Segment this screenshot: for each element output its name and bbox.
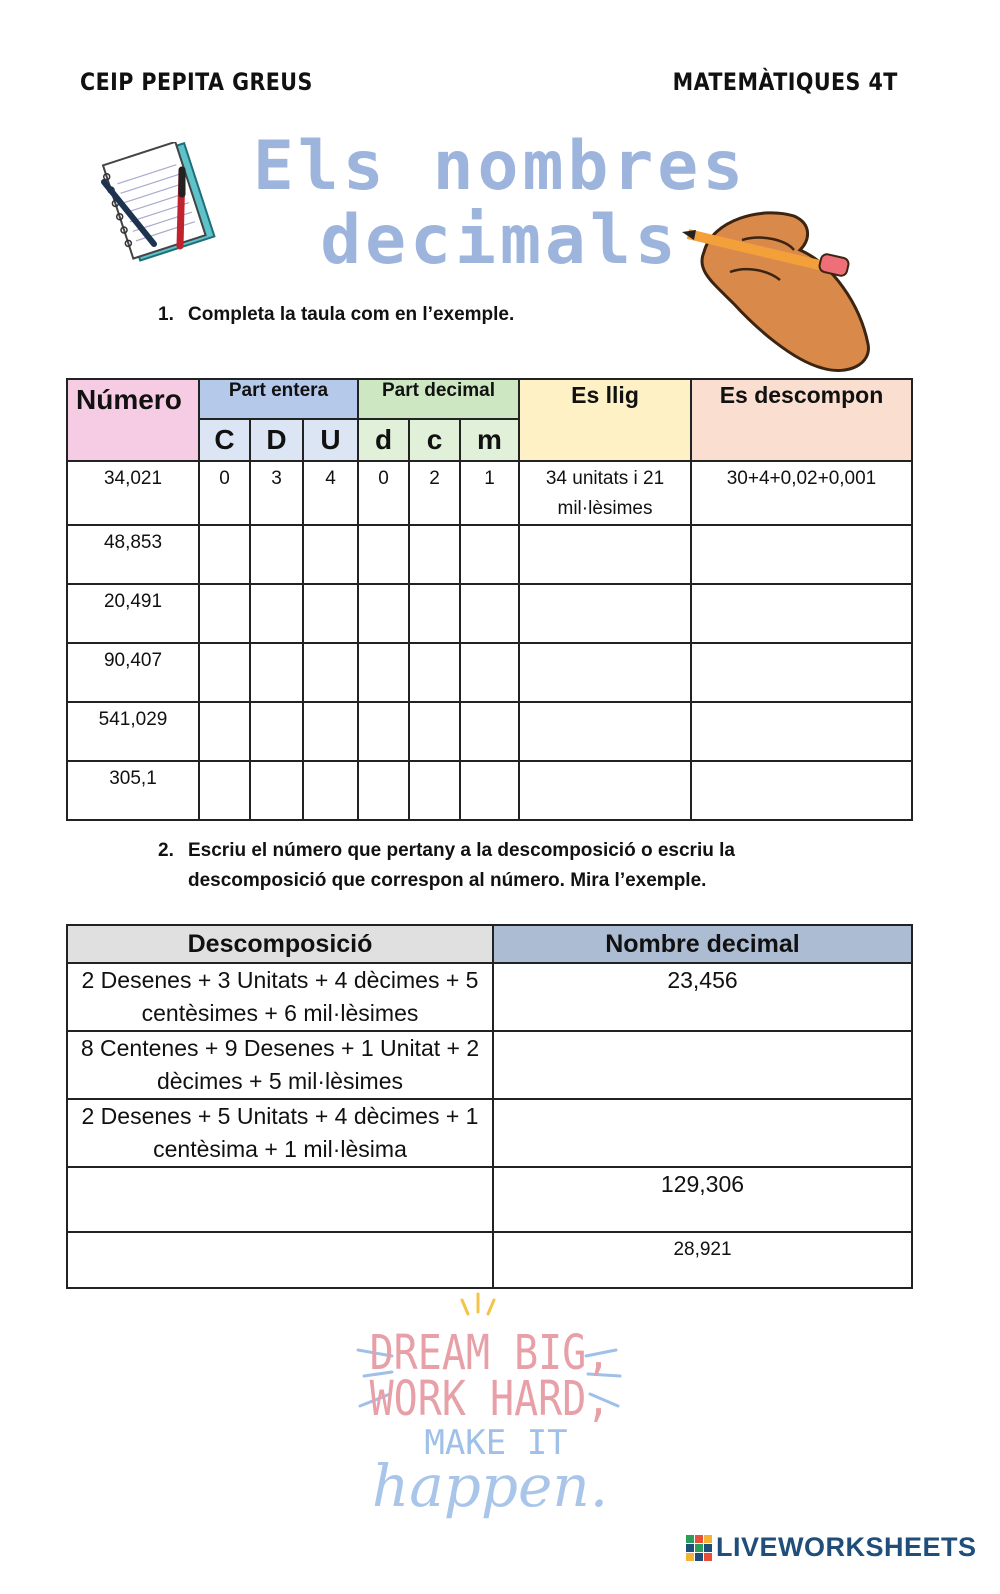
reading-cell[interactable]	[519, 584, 691, 643]
digit-cell[interactable]	[250, 643, 303, 702]
number-cell[interactable]: 28,921	[493, 1232, 912, 1288]
header-centesimes: c	[409, 419, 460, 461]
row-number: 90,407	[67, 643, 199, 702]
liveworksheets-logo[interactable]	[686, 1532, 977, 1563]
decomposition-cell[interactable]	[67, 1167, 493, 1232]
quote-line-2: WORK HARD,	[369, 1371, 611, 1427]
digit-cell[interactable]	[409, 584, 460, 643]
row-number: 20,491	[67, 584, 199, 643]
table-row	[67, 1099, 912, 1167]
motivational-quote	[350, 1290, 630, 1540]
digit-cell[interactable]	[303, 584, 358, 643]
decomposition-cell[interactable]	[691, 584, 912, 643]
exercise1-instruction: 1. Completa la taula com en l’exemple.	[158, 304, 515, 325]
header-unitats: U	[303, 419, 358, 461]
decomposition-cell[interactable]	[691, 761, 912, 820]
table-row	[67, 1232, 912, 1288]
digit-cell[interactable]	[199, 584, 250, 643]
header-centenes: C	[199, 419, 250, 461]
subject-name: MATEMÀTIQUES 4T	[672, 68, 898, 96]
table-row	[67, 761, 912, 820]
header-descomposicio: Descomposició	[67, 925, 493, 963]
digit-cell[interactable]: 3	[250, 461, 303, 525]
digit-cell[interactable]: 0	[358, 461, 409, 525]
header-decimes: d	[358, 419, 409, 461]
quote-line-4: happen.	[371, 1452, 609, 1520]
digit-cell[interactable]	[303, 702, 358, 761]
header-numero: Número	[67, 379, 199, 461]
reading-cell[interactable]	[519, 702, 691, 761]
digit-cell[interactable]: 2	[409, 461, 460, 525]
quote-line-3: MAKE IT	[424, 1423, 568, 1463]
digit-cell[interactable]	[199, 643, 250, 702]
reading-cell[interactable]	[519, 761, 691, 820]
digit-cell[interactable]	[250, 584, 303, 643]
header-part-decimal: Part decimal	[358, 379, 519, 419]
table-row	[67, 525, 912, 584]
decomposition-cell[interactable]: 2 Desenes + 5 Unitats + 4 dècimes + 1 centèsima + 1 mil·lèsima	[67, 1099, 493, 1167]
header-millesimes: m	[460, 419, 519, 461]
decomposition-cell[interactable]: 8 Centenes + 9 Desenes + 1 Unitat + 2 dècimes + 5 mil·lèsimes	[67, 1031, 493, 1099]
header-desenes: D	[250, 419, 303, 461]
table-row	[67, 963, 912, 1031]
digit-cell[interactable]	[409, 761, 460, 820]
header-es-descompon: Es descompon	[691, 379, 912, 461]
school-name: CEIP PEPITA GREUS	[80, 68, 313, 96]
decomposition-cell[interactable]	[67, 1232, 493, 1288]
decomposition-cell[interactable]	[691, 643, 912, 702]
digit-cell[interactable]	[199, 761, 250, 820]
digit-cell[interactable]	[250, 761, 303, 820]
liveworksheets-icon	[686, 1535, 712, 1561]
digit-cell[interactable]	[358, 761, 409, 820]
reading-cell[interactable]	[519, 525, 691, 584]
digit-cell[interactable]	[409, 643, 460, 702]
digit-cell[interactable]	[303, 643, 358, 702]
decomposition-cell[interactable]	[691, 702, 912, 761]
exercise2-instruction: 2. Escriu el número que pertany a la descomposició o escriu la descomposició que correspon al número. Mira l’exemple.	[158, 840, 735, 891]
number-cell[interactable]	[493, 1099, 912, 1167]
hand-pencil-icon	[682, 200, 882, 376]
digit-cell[interactable]	[250, 525, 303, 584]
digit-cell[interactable]	[199, 525, 250, 584]
row-number: 34,021	[67, 461, 199, 525]
table-row	[67, 1031, 912, 1099]
digit-cell[interactable]	[303, 525, 358, 584]
table-row	[67, 461, 912, 525]
digit-cell[interactable]: 4	[303, 461, 358, 525]
reading-cell[interactable]: 34 unitats i 21 mil·lèsimes	[519, 461, 691, 525]
page-title: Els nombres	[252, 127, 748, 206]
digit-cell[interactable]	[460, 643, 519, 702]
digit-cell[interactable]	[199, 702, 250, 761]
digit-cell[interactable]	[409, 702, 460, 761]
row-number: 541,029	[67, 702, 199, 761]
digit-cell[interactable]	[358, 643, 409, 702]
digit-cell[interactable]	[303, 761, 358, 820]
digit-cell[interactable]	[358, 584, 409, 643]
table-row	[67, 584, 912, 643]
number-cell[interactable]: 129,306	[493, 1167, 912, 1232]
digit-cell[interactable]	[358, 525, 409, 584]
decomposition-cell[interactable]: 30+4+0,02+0,001	[691, 461, 912, 525]
digit-cell[interactable]	[409, 525, 460, 584]
table-row	[67, 643, 912, 702]
header-es-llig: Es llig	[519, 379, 691, 461]
liveworksheets-brand: LIVEWORKSHEETS	[716, 1532, 977, 1562]
number-cell[interactable]	[493, 1031, 912, 1099]
page-subtitle: decimals	[320, 201, 680, 280]
table-row	[67, 702, 912, 761]
digit-cell[interactable]: 1	[460, 461, 519, 525]
decomposition-cell[interactable]: 2 Desenes + 3 Unitats + 4 dècimes + 5 centèsimes + 6 mil·lèsimes	[67, 963, 493, 1031]
digit-cell[interactable]	[460, 761, 519, 820]
digit-cell[interactable]	[460, 584, 519, 643]
header-part-entera: Part entera	[199, 379, 358, 419]
table-row	[67, 1167, 912, 1232]
number-cell[interactable]: 23,456	[493, 963, 912, 1031]
digit-cell[interactable]: 0	[199, 461, 250, 525]
row-number: 48,853	[67, 525, 199, 584]
reading-cell[interactable]	[519, 643, 691, 702]
decomposition-cell[interactable]	[691, 525, 912, 584]
row-number: 305,1	[67, 761, 199, 820]
decomposition-table	[66, 924, 913, 1289]
digit-cell[interactable]	[460, 702, 519, 761]
header-nombre-decimal: Nombre decimal	[493, 925, 912, 963]
digit-cell[interactable]	[250, 702, 303, 761]
quote-line-1: DREAM BIG,	[369, 1325, 611, 1382]
digit-cell[interactable]	[460, 525, 519, 584]
digit-cell[interactable]	[358, 702, 409, 761]
place-value-table	[66, 378, 913, 821]
